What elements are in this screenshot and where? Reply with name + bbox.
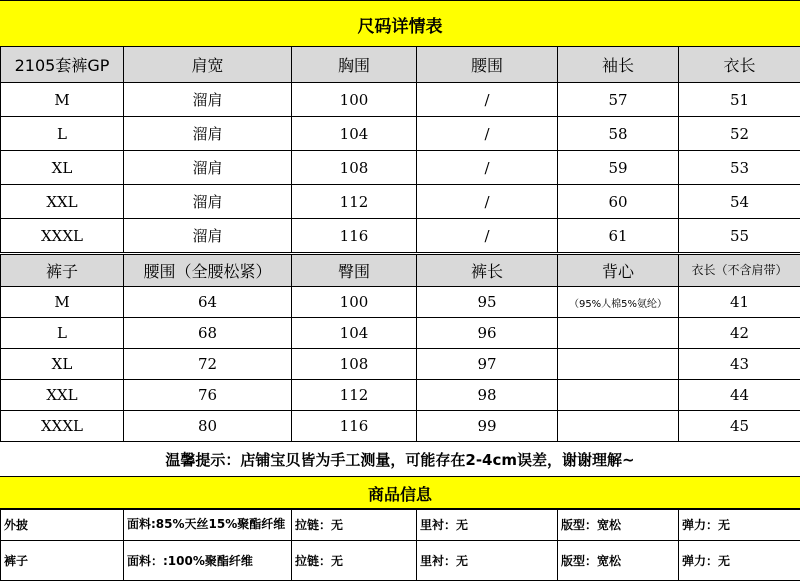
table-row bbox=[1, 219, 800, 253]
size-cell: XXXL bbox=[1, 411, 124, 442]
measurement-notice: 温馨提示：店铺宝贝皆为手工测量，可能存在2-4cm误差，谢谢理解~ bbox=[165, 450, 635, 469]
size-chart-title: 尺码详情表 bbox=[0, 0, 800, 48]
table-cell bbox=[558, 380, 679, 411]
table-header-row bbox=[1, 47, 800, 83]
header-cell: 衣长（不含肩带） bbox=[679, 255, 800, 287]
table-cell: 116 bbox=[292, 411, 417, 442]
table-cell: 面料:85%天丝15%聚酯纤维 bbox=[124, 509, 292, 541]
table-cell: 拉链：无 bbox=[292, 509, 417, 541]
table-cell: 104 bbox=[292, 117, 417, 151]
table-cell: 54 bbox=[679, 185, 800, 219]
table-cell: 99 bbox=[417, 411, 558, 442]
table-cell: 58 bbox=[558, 117, 679, 151]
table-cell: 55 bbox=[679, 219, 800, 253]
table-cell: 76 bbox=[124, 380, 292, 411]
table-cell: 112 bbox=[292, 185, 417, 219]
table-cell: 45 bbox=[679, 411, 800, 442]
table-cell: 60 bbox=[558, 185, 679, 219]
table-cell: 43 bbox=[679, 349, 800, 380]
size-cell: XXXL bbox=[1, 219, 124, 253]
table-row bbox=[1, 411, 800, 442]
header-cell: 腰围 bbox=[417, 47, 558, 83]
product-info-title: 商品信息 bbox=[0, 476, 800, 510]
table-cell: 溜肩 bbox=[124, 83, 292, 117]
size-cell: XL bbox=[1, 151, 124, 185]
header-cell: 背心 bbox=[558, 255, 679, 287]
header-cell: 裤子 bbox=[1, 255, 124, 287]
size-cell: XXL bbox=[1, 380, 124, 411]
table-cell: 42 bbox=[679, 318, 800, 349]
header-cell: 肩宽 bbox=[124, 47, 292, 83]
table-cell: 弹力：无 bbox=[679, 541, 800, 581]
table-row bbox=[1, 83, 800, 117]
table-cell: 68 bbox=[124, 318, 292, 349]
size-cell: XL bbox=[1, 349, 124, 380]
table-cell: 51 bbox=[679, 83, 800, 117]
table-row bbox=[1, 117, 800, 151]
table-cell: 弹力：无 bbox=[679, 509, 800, 541]
table-cell: 80 bbox=[124, 411, 292, 442]
table-cell: 52 bbox=[679, 117, 800, 151]
table-cell: 41 bbox=[679, 287, 800, 318]
table-cell: 溜肩 bbox=[124, 185, 292, 219]
table-cell bbox=[558, 349, 679, 380]
table-cell: 108 bbox=[292, 349, 417, 380]
table-cell: 108 bbox=[292, 151, 417, 185]
table-cell: 116 bbox=[292, 219, 417, 253]
table-cell: 溜肩 bbox=[124, 219, 292, 253]
size-cell: M bbox=[1, 287, 124, 318]
table-cell: / bbox=[417, 83, 558, 117]
table-cell: 98 bbox=[417, 380, 558, 411]
table-cell: 溜肩 bbox=[124, 151, 292, 185]
table-cell: / bbox=[417, 151, 558, 185]
table-cell: 44 bbox=[679, 380, 800, 411]
table-cell: 112 bbox=[292, 380, 417, 411]
table-cell: 里衬：无 bbox=[417, 509, 558, 541]
table-cell: 96 bbox=[417, 318, 558, 349]
table-row bbox=[1, 541, 800, 581]
table-cell: 61 bbox=[558, 219, 679, 253]
table-cell: 100 bbox=[292, 83, 417, 117]
table-row bbox=[1, 185, 800, 219]
table-cell: / bbox=[417, 117, 558, 151]
table-row bbox=[1, 287, 800, 318]
table-cell: 版型：宽松 bbox=[558, 509, 679, 541]
size-cell: L bbox=[1, 318, 124, 349]
header-cell: 2105套裤GP bbox=[1, 47, 124, 83]
table-cell: 版型：宽松 bbox=[558, 541, 679, 581]
header-cell: 臀围 bbox=[292, 255, 417, 287]
table-cell: 外披 bbox=[1, 509, 124, 541]
table-cell: 64 bbox=[124, 287, 292, 318]
table-cell: 面料：:100%聚酯纤维 bbox=[124, 541, 292, 581]
table-cell: 里衬：无 bbox=[417, 541, 558, 581]
table-cell: / bbox=[417, 185, 558, 219]
table-cell: 溜肩 bbox=[124, 117, 292, 151]
header-cell: 腰围（全腰松紧） bbox=[124, 255, 292, 287]
size-cell: L bbox=[1, 117, 124, 151]
table-cell: 59 bbox=[558, 151, 679, 185]
table-cell: 72 bbox=[124, 349, 292, 380]
table-row bbox=[1, 318, 800, 349]
table-row bbox=[1, 380, 800, 411]
table-cell bbox=[558, 411, 679, 442]
table-cell: 裤子 bbox=[1, 541, 124, 581]
top-size-table bbox=[0, 46, 800, 253]
header-cell: 裤长 bbox=[417, 255, 558, 287]
table-cell: 53 bbox=[679, 151, 800, 185]
table-cell: 拉链：无 bbox=[292, 541, 417, 581]
table-cell: 95 bbox=[417, 287, 558, 318]
vest-material-note: （95%人棉5%氨纶） bbox=[558, 287, 679, 318]
header-cell: 胸围 bbox=[292, 47, 417, 83]
header-cell: 衣长 bbox=[679, 47, 800, 83]
table-cell: 104 bbox=[292, 318, 417, 349]
table-header-row bbox=[1, 255, 800, 287]
table-cell: / bbox=[417, 219, 558, 253]
pants-size-table bbox=[0, 254, 800, 442]
table-row bbox=[1, 509, 800, 541]
size-cell: M bbox=[1, 83, 124, 117]
header-cell: 袖长 bbox=[558, 47, 679, 83]
table-cell bbox=[558, 318, 679, 349]
table-row bbox=[1, 349, 800, 380]
table-cell: 100 bbox=[292, 287, 417, 318]
product-info-table bbox=[0, 508, 800, 581]
size-cell: XXL bbox=[1, 185, 124, 219]
table-cell: 97 bbox=[417, 349, 558, 380]
table-row bbox=[1, 151, 800, 185]
table-cell: 57 bbox=[558, 83, 679, 117]
